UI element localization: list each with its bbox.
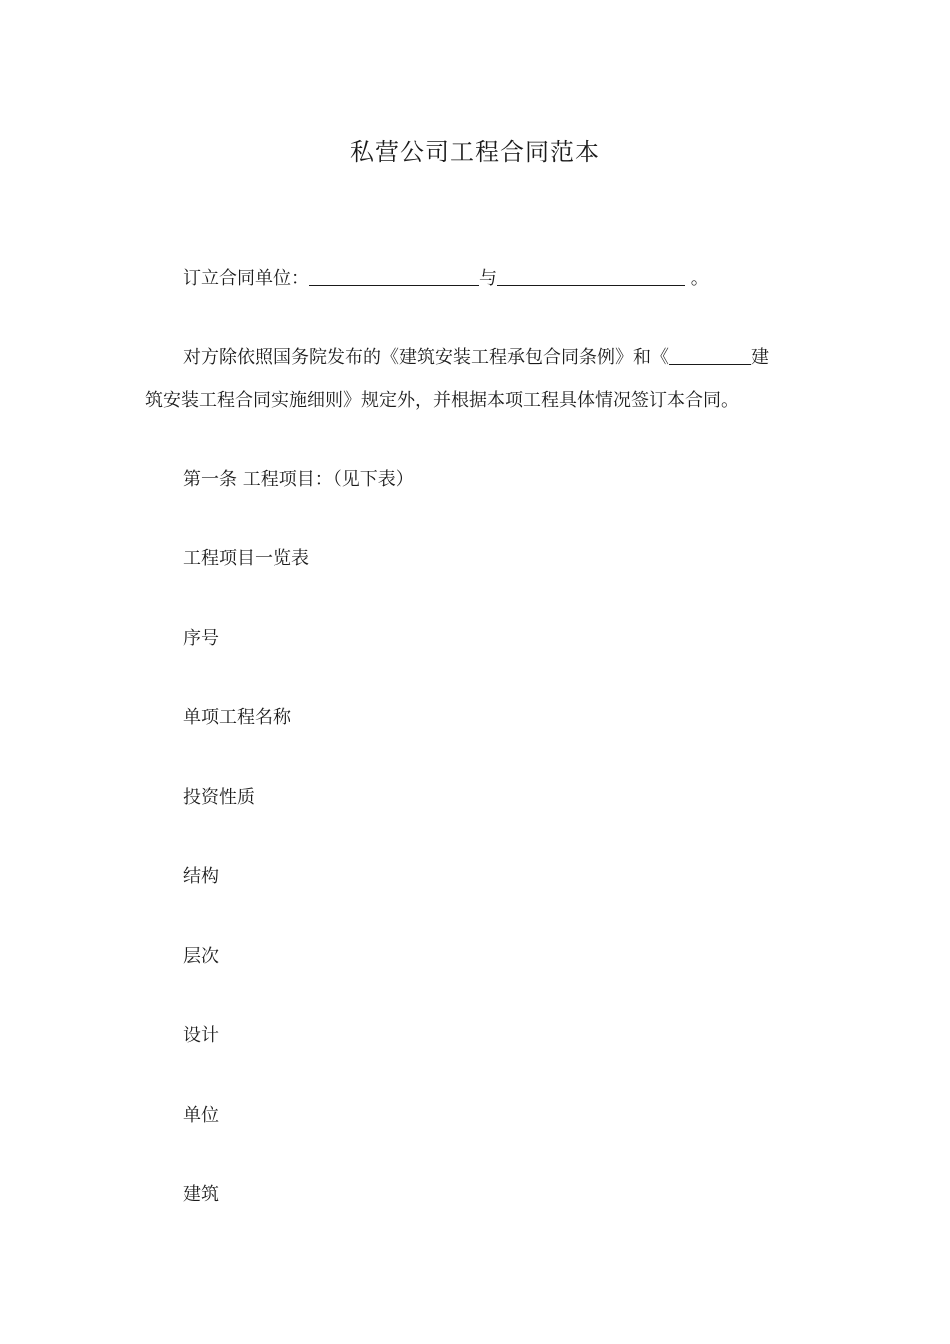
party-b-blank xyxy=(497,265,685,286)
table-header-item: 单位 xyxy=(183,1105,219,1126)
article-1-heading: 第一条 工程项目：（见下表） xyxy=(183,469,414,490)
table-header-item: 单项工程名称 xyxy=(183,707,291,728)
table-header-item: 层次 xyxy=(183,946,219,967)
table-header-item: 投资性质 xyxy=(183,787,255,808)
table-header-item: 序号 xyxy=(183,628,219,649)
intro-regulation-blank xyxy=(669,344,751,365)
party-label: 订立合同单位： xyxy=(183,268,309,289)
intro-line-1-tail: 建 xyxy=(751,347,769,368)
intro-paragraph-line-2: 筑安装工程合同实施细则》规定外，并根据本项工程具体情况签订本合同。 xyxy=(145,390,739,411)
intro-line-1-text: 对方除依照国务院发布的《建筑安装工程承包合同条例》和《 xyxy=(183,347,669,368)
party-line-end: 。 xyxy=(685,268,709,289)
contract-party-line xyxy=(183,265,709,292)
table-title: 工程项目一览表 xyxy=(183,548,309,569)
intro-paragraph-line-1 xyxy=(183,344,769,371)
table-header-item: 结构 xyxy=(183,866,219,887)
party-connector: 与 xyxy=(479,268,497,289)
table-header-item: 设计 xyxy=(183,1025,219,1046)
table-header-item: 建筑 xyxy=(183,1184,219,1205)
party-a-blank xyxy=(309,265,479,286)
document-title: 私营公司工程合同范本 xyxy=(350,138,600,166)
